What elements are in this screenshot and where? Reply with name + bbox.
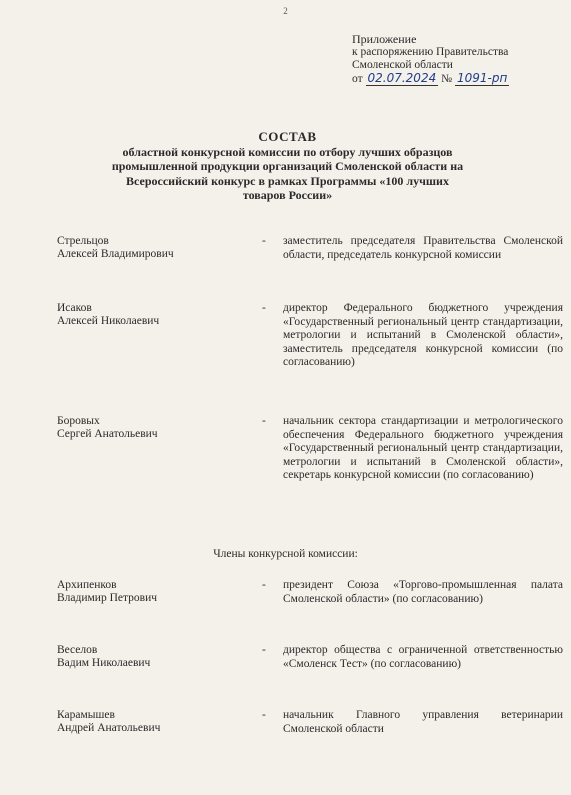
member-last-name: Карамышев — [57, 709, 115, 721]
appendix-block — [352, 33, 509, 86]
appendix-line-1: к распоряжению Правительства — [352, 46, 509, 58]
number-label: № — [441, 73, 453, 85]
member-last-name: Архипенков — [57, 579, 117, 591]
member-name — [57, 709, 160, 735]
member-name — [57, 235, 174, 261]
order-number: 1091-рп — [456, 71, 508, 85]
member-last-name: Исаков — [57, 302, 92, 314]
dash-separator: - — [262, 415, 266, 427]
member-first-name: Алексей Владимирович — [57, 248, 174, 260]
heading-subtitle: областной конкурсной комиссии по отбору лучших образцов промышленной продукции организаций Смоленской области на Всероссийский конкурс в рамках Программы «100 лучших товаров России» — [111, 144, 464, 202]
appendix-line-2: Смоленской области — [352, 59, 453, 71]
member-role: директор общества с ограниченной ответственностью «Смоленск Тест» (по согласованию) — [283, 644, 563, 670]
member-first-name: Владимир Петрович — [57, 592, 158, 604]
member-role: заместитель председателя Правительства Смоленской области, председатель конкурсной комиссии — [283, 235, 563, 261]
member-role: президент Союза «Торгово-промышленная палата Смоленской области» (по согласованию) — [283, 579, 563, 605]
member-last-name: Стрельцов — [57, 235, 109, 247]
dash-separator: - — [262, 709, 266, 721]
member-first-name: Андрей Анатольевич — [57, 722, 161, 734]
order-line — [352, 72, 509, 86]
dash-separator: - — [262, 644, 266, 656]
appendix-title: Приложение — [352, 32, 417, 46]
member-name — [57, 415, 158, 441]
member-name — [57, 579, 157, 605]
member-name — [57, 644, 150, 670]
members-heading: Члены конкурсной комиссии: — [213, 548, 358, 560]
member-role: начальник сектора стандартизации и метрологического обеспечения Федерального бюджетного учреждения «Государственный региональный центр стандартизации, метрологии и испытаний в Смоленской области», секретарь конкурсной комиссии (по согласованию) — [283, 415, 563, 481]
member-role: директор Федерального бюджетного учреждения «Государственный региональный центр стандартизации, метрологии и испытаний в Смоленской области», заместитель председателя конкурсной комиссии (по согласованию) — [283, 302, 563, 368]
member-first-name: Сергей Анатольевич — [57, 428, 158, 440]
page-number: 2 — [283, 6, 288, 16]
member-last-name: Веселов — [57, 644, 98, 656]
dash-separator: - — [262, 235, 266, 247]
order-date: 02.07.2024 — [367, 71, 437, 85]
heading-title: СОСТАВ — [258, 129, 317, 144]
from-label: от — [352, 73, 363, 85]
member-role: начальник Главного управления ветеринарии Смоленской области — [283, 709, 563, 735]
dash-separator: - — [262, 302, 266, 314]
member-last-name: Боровых — [57, 415, 100, 427]
member-first-name: Вадим Николаевич — [57, 657, 151, 669]
dash-separator: - — [262, 579, 266, 591]
member-name — [57, 302, 159, 328]
document-heading — [110, 130, 465, 203]
member-first-name: Алексей Николаевич — [57, 315, 160, 327]
